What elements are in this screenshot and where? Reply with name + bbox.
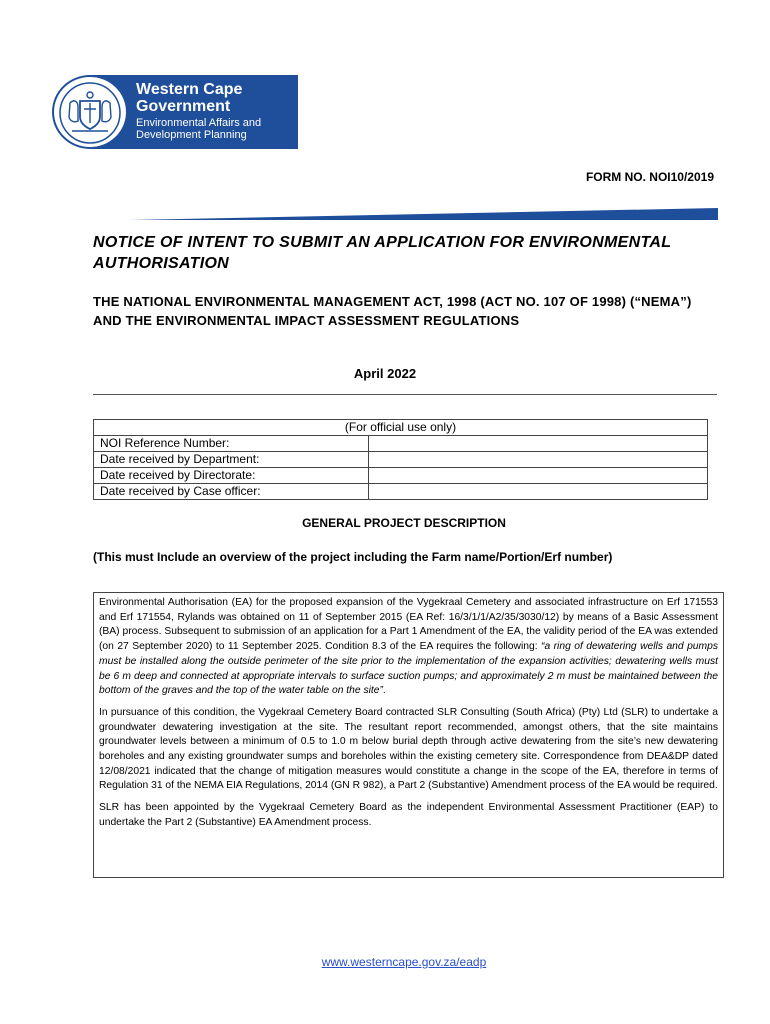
logo-line-2: Government: [136, 98, 231, 115]
date-case-officer-field[interactable]: [369, 484, 708, 500]
project-description-box[interactable]: [93, 592, 724, 878]
section-instruction: (This must Include an overview of the project including the Farm name/Portion/Erf number): [93, 550, 613, 564]
coat-of-arms-icon: [52, 75, 128, 149]
wcg-logo: [52, 75, 298, 149]
description-paragraph-1: [99, 596, 718, 699]
description-p1-intro: Environmental Authorisation (EA) for the proposed expansion of the Vygekraal Cemetery and associated infrastructure on Erf 171553 and Erf 171554, Rylands was obtained on 11 of September 2015 (EA Ref: 16/3/1/1/A2/35/3030/12) by means of a Basic Assessment (BA) process. Subsequent to submission of an application for a Part 1 Amendment of the EA, the validity period of the EA was extended (on 27 September 2020) to 11 September 2025. Condition 8.3 of the EA requires the following:: [99, 597, 718, 653]
noi-reference-label: NOI Reference Number:: [94, 436, 369, 452]
logo-line-3: Environmental Affairs and: [136, 117, 262, 129]
document-date: April 2022: [353, 366, 417, 381]
date-department-field[interactable]: [369, 452, 708, 468]
header-swoosh-divider: [130, 204, 720, 222]
table-row: [94, 468, 708, 484]
date-case-officer-label: Date received by Case officer:: [94, 484, 369, 500]
table-row: [94, 452, 708, 468]
section-heading: GENERAL PROJECT DESCRIPTION: [302, 516, 506, 530]
form-number: FORM NO. NOI10/2019: [585, 170, 714, 184]
description-p1-quote: “a ring of dewatering wells and pumps must be installed along the outside perimeter of the site prior to the implementation of the expansion activities; dewatering wells must be 6 m deep and connected at appropriate intervals to surface suction pumps; and approximately 2 m must be maintained between the bottom of the graves and the top of the water table on the site”: [99, 641, 718, 697]
footer-website-link[interactable]: www.westerncape.gov.za/eadp: [321, 955, 487, 969]
date-directorate-field[interactable]: [369, 468, 708, 484]
document-title: NOTICE OF INTENT TO SUBMIT AN APPLICATION FOR ENVIRONMENTAL AUTHORISATION: [93, 234, 671, 272]
description-p1-end: .: [382, 685, 386, 697]
official-use-table: [93, 419, 708, 500]
table-row: [94, 484, 708, 500]
date-directorate-label: Date received by Directorate:: [94, 468, 369, 484]
description-paragraph-2: In pursuance of this condition, the Vygekraal Cemetery Board contracted SLR Consulting (South Africa) (Pty) Ltd (SLR) to undertake a groundwater dewatering investigation at the site. The resultant report recommended, amongst others, that the site maintains groundwater levels between a minimum of 0.5 to 1.0 m below burial depth through active dewatering from the site’s new dewatering boreholes and any existing groundwater sumps and boreholes within the existing cemetery site. Correspondence from DEA&DP dated 12/08/2021 indicated that the change of mitigation measures would constitute a change in the scope of the EA, therefore in terms of Regulation 31 of the NEMA EIA Regulations, 2014 (GN R 982), a Part 2 (Substantive) Amendment process of the EA would be required.: [99, 706, 718, 792]
date-department-label: Date received by Department:: [94, 452, 369, 468]
document-subtitle: THE NATIONAL ENVIRONMENTAL MANAGEMENT ACT, 1998 (ACT NO. 107 OF 1998) (“NEMA”) AND THE ENVIRONMENTAL IMPACT ASSESSMENT REGULATIONS: [93, 294, 692, 328]
description-paragraph-3: SLR has been appointed by the Vygekraal Cemetery Board as the independent Environmental Assessment Practitioner (EAP) to undertake the Part 2 (Substantive) EA Amendment process.: [99, 802, 718, 828]
logo-line-4: Development Planning: [136, 129, 247, 141]
official-use-header: (For official use only): [94, 420, 708, 436]
divider: [93, 394, 717, 395]
table-row: [94, 436, 708, 452]
noi-reference-field[interactable]: [369, 436, 708, 452]
logo-line-1: Western Cape: [136, 81, 243, 98]
